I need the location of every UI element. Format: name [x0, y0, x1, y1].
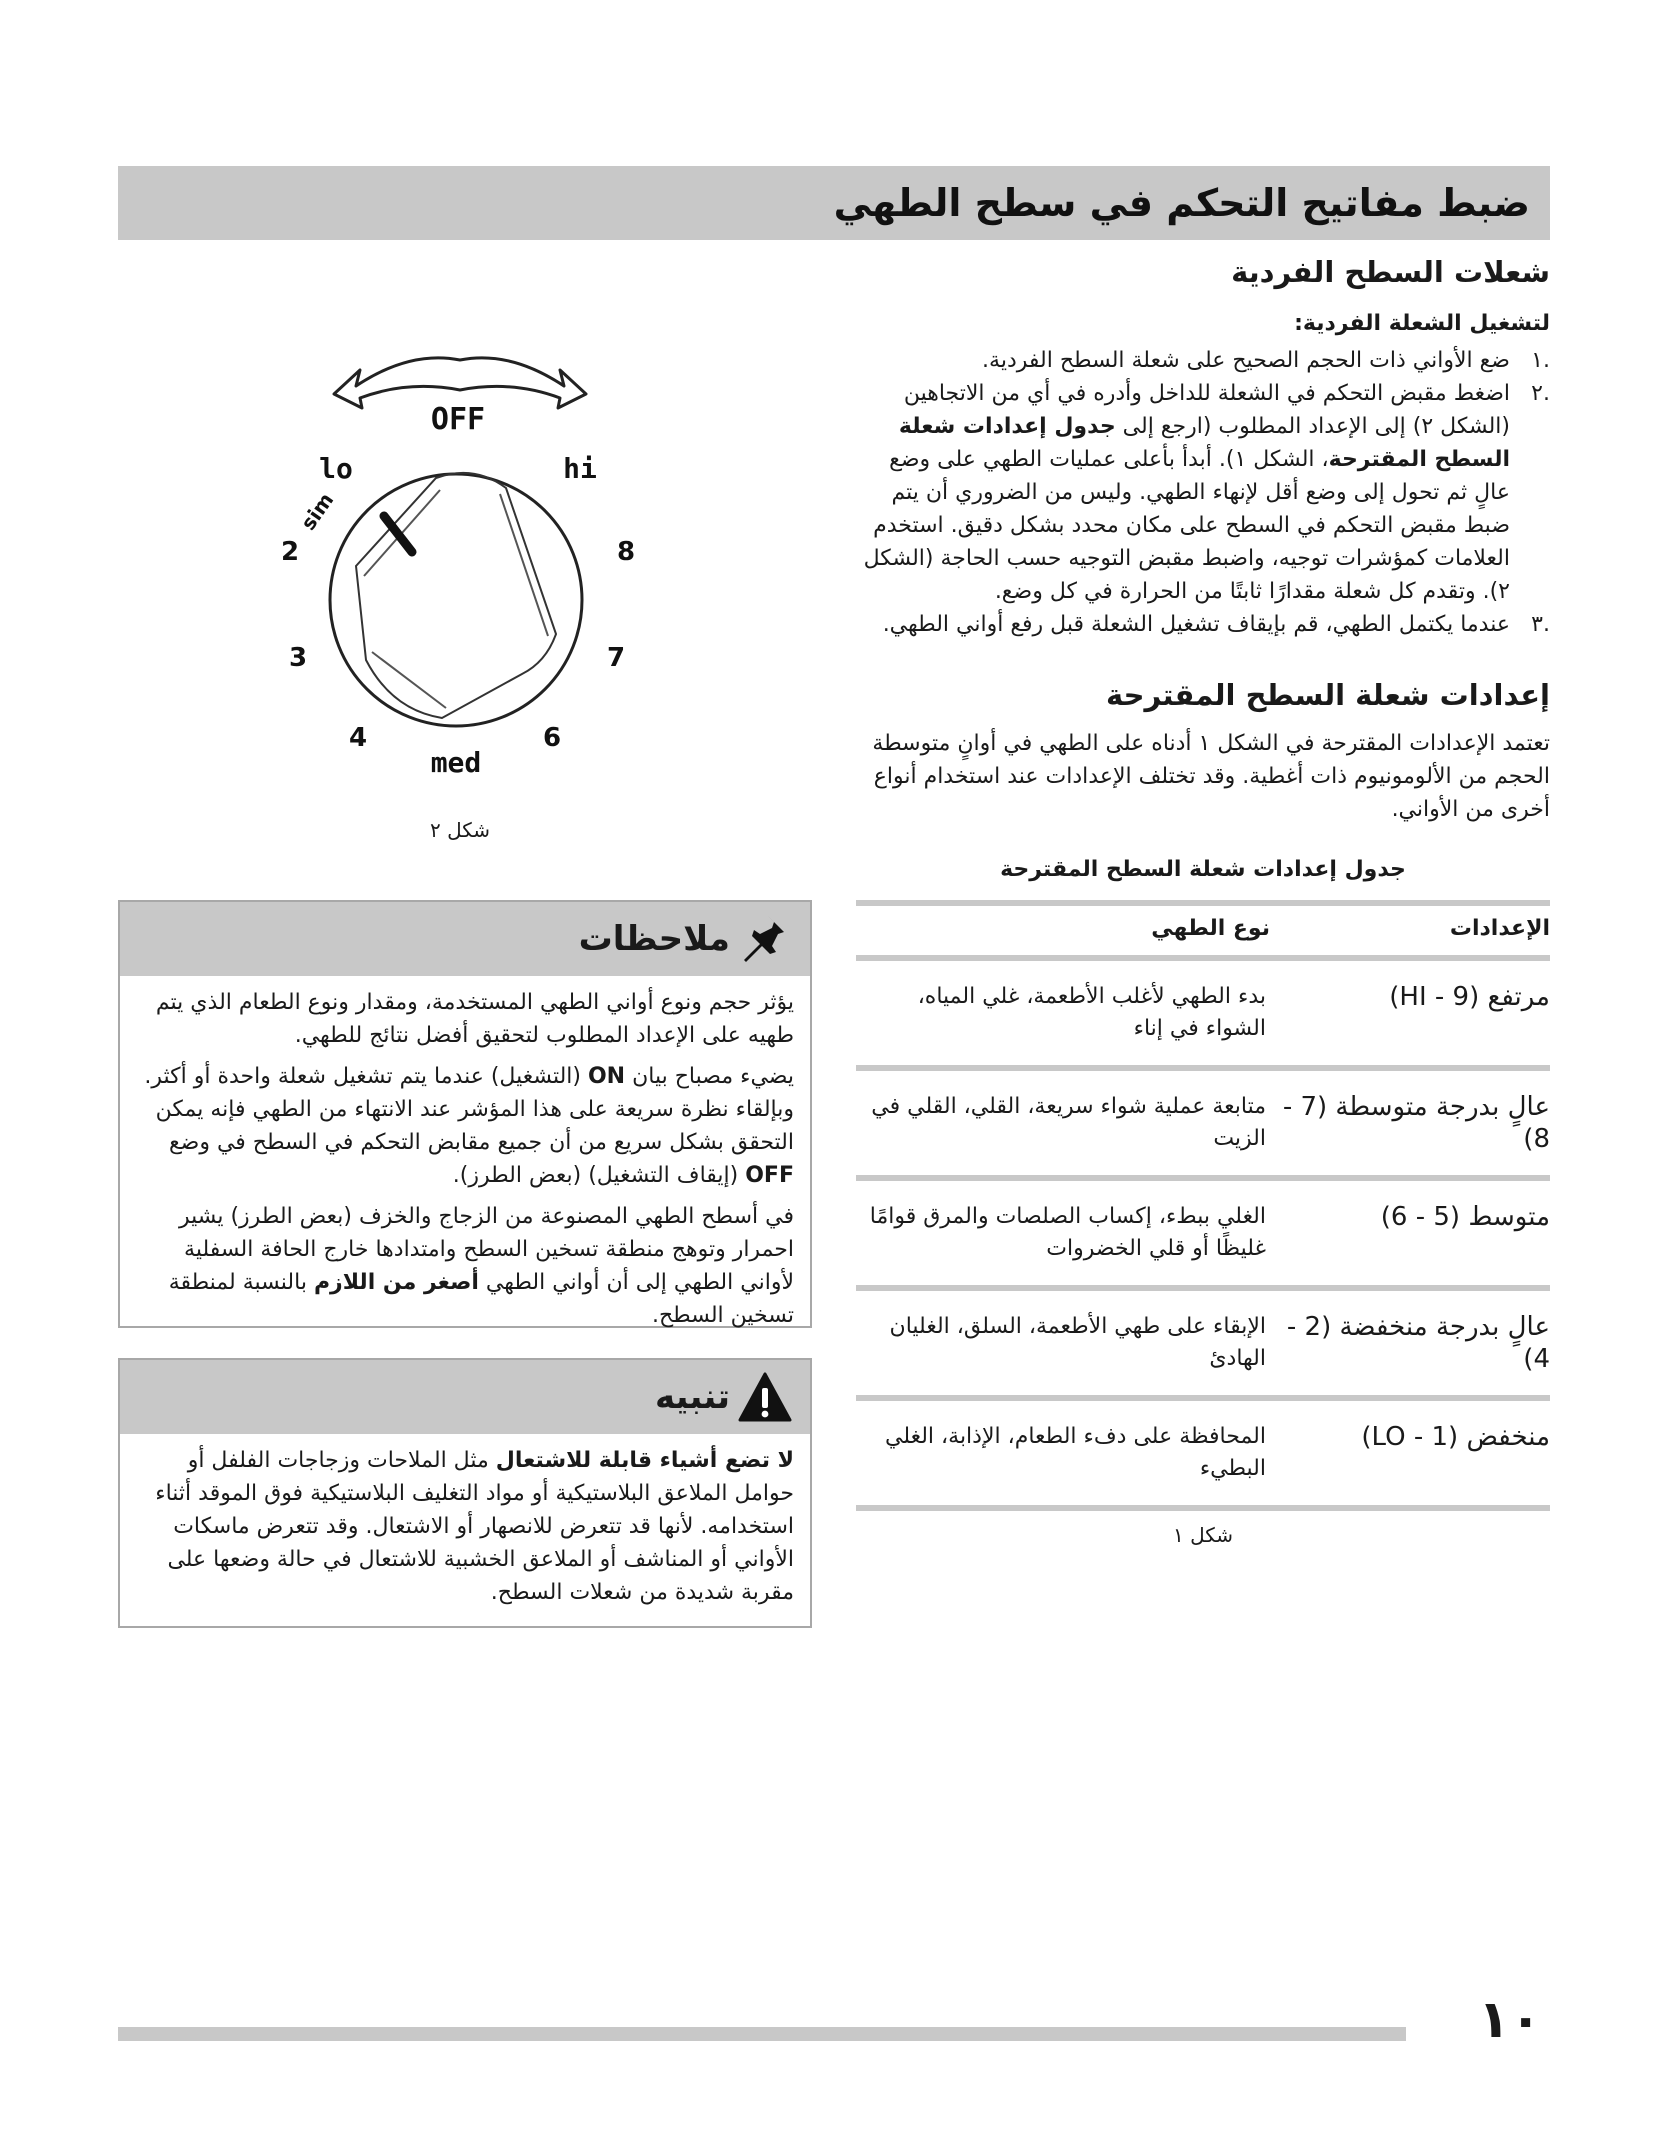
notes-header: [120, 902, 810, 976]
caution-title: تنبيه: [654, 1377, 730, 1417]
caution-body: [120, 1434, 810, 1631]
setting-4-label: 4: [348, 723, 368, 753]
step-item: .١ ضع الأواني ذات الحجم الصحيح على شعلة السطح الفردية.: [982, 348, 1550, 373]
table-row: منخفض (LO - 1) المحافظة على دفء الطعام، الإذابة، الغلي البطيء: [856, 1398, 1550, 1508]
med-label: med: [430, 746, 482, 779]
notes-body: [120, 976, 810, 1354]
setting-8-label: 8: [616, 537, 636, 567]
note-paragraph: في أسطح الطهي المصنوعة من الزجاج والخزف (بعض الطرز) يشير احمرار وتوهج منطقة تسخين السطح وامتدادها خارج الحافة السفلية لأواني الطهي إلى أن أواني الطهي أصغر من اللازم بالنسبة لمنطقة تسخين السطح.: [168, 1204, 794, 1328]
suggested-heading: إعدادات شعلة السطح المقترحة: [1105, 678, 1550, 712]
table-row: عالٍ بدرجة متوسطة (7 - 8) متابعة عملية شواء سريعة، القلي، القلي في الزيت: [856, 1068, 1550, 1178]
note-paragraph: يضيء مصباح بيان ON (التشغيل) عندما يتم تشغيل شعلة واحدة أو أكثر. وبإلقاء نظرة سريعة على هذا المؤشر عند الانتهاء من الطهي فإنه يمكن التحقق بشكل سريع من أن جميع مقابض التحكم في السطح في وضع OFF (إيقاف التشغيل) (بعض الطرز).: [144, 1064, 794, 1188]
notes-box: [118, 900, 812, 1328]
lo-label: lo: [319, 452, 353, 485]
notes-title: ملاحظات: [578, 919, 730, 959]
warning-triangle-icon: [738, 1370, 792, 1424]
hi-label: hi: [563, 452, 597, 485]
title-banner: [118, 166, 1550, 240]
page-title: ضبط مفاتيح التحكم في سطح الطهي: [833, 181, 1530, 225]
table-reference: جدول إعدادات شعلة السطح المقترحة: [898, 414, 1510, 472]
step-item: .٣ عندما يكتمل الطهي، قم بإيقاف تشغيل الشعلة قبل رفع أواني الطهي.: [882, 612, 1550, 637]
section-heading: شعلات السطح الفردية: [1231, 255, 1550, 289]
pushpin-icon: [738, 912, 792, 966]
note-paragraph: يؤثر حجم ونوع أواني الطهي المستخدمة، ومقدار ونوع الطعام الذي يتم طهيه على الإعداد المطلوب لتحقيق أفضل نتائج للطهي.: [155, 990, 794, 1048]
table-header: الإعدادات: [1270, 903, 1550, 958]
step-item: .٢ اضغط مقبض التحكم في الشعلة للداخل وأدره في أي من الاتجاهين (الشكل ٢) إلى الإعداد المطلوب (ارجع إلى جدول إعدادات شعلة السطح المقترحة، الشكل ١). أبدأ بأعلى عمليات الطهي على وضع عالٍ ثم تحول إلى وضع أقل لإنهاء الطهي. وليس من الضروري أن يتم ضبط مقبض التحكم في السطح على مكان محدد بشكل دقيق. استخدم العلامات كمؤشرات توجيه، واضبط مقبض التوجيه حسب الحاجة (الشكل ٢). وتقدم كل شعلة مقدارًا ثابتًا من الحرارة في كل وضع.: [863, 381, 1550, 604]
caution-box: [118, 1358, 812, 1628]
table-title: جدول إعدادات شعلة السطح المقترحة: [1000, 857, 1406, 882]
caution-paragraph: لا تضع أشياء قابلة للاشتعال مثل الملاحات وزجاجات الفلفل أو حوامل الملاعق البلاستيكية أو مواد التغليف البلاستيكية فوق الموقد أثناء استخدامه. لأنها قد تتعرض للانصهار أو الاشتعال. وقد تتعرض ماسكات الأواني أو المناشف أو الملاعق الخشبية للاشتعال في حالة وضعها على مقربة شديدة من شعلات السطح.: [155, 1448, 794, 1605]
instructions-column: [856, 246, 1550, 1547]
steps-list: [856, 344, 1550, 641]
operate-heading: لتشغيل الشعلة الفردية:: [1294, 311, 1550, 336]
table-row: متوسط (5 - 6) الغلي ببطء، إكساب الصلصات والمرق قوامًا غليظًا أو قلي الخضروات: [856, 1178, 1550, 1288]
table-row: عالٍ بدرجة منخفضة (2 - 4) الإبقاء على طهي الأطعمة، السلق، الغليان الهادئ: [856, 1288, 1550, 1398]
setting-6-label: 6: [542, 723, 562, 753]
setting-3-label: 3: [288, 643, 308, 673]
dial-caption: شكل ٢: [430, 818, 491, 842]
footer-bar: [118, 2027, 1406, 2041]
page-number: ١٠: [1478, 1990, 1542, 2050]
table-header: نوع الطهي: [856, 903, 1270, 958]
setting-2-label: 2: [280, 537, 300, 567]
table-row: مرتفع (HI - 9) بدء الطهي لأغلب الأطعمة، غلي المياه، الشواء في إناء: [856, 958, 1550, 1068]
caution-header: [120, 1360, 810, 1434]
table-caption: شكل ١: [1172, 1523, 1234, 1547]
settings-table: [856, 900, 1550, 1511]
suggested-paragraph: تعتمد الإعدادات المقترحة في الشكل ١ أدناه على الطهي في أوانٍ متوسطة الحجم من الألومونيوم ذات أغطية. وقد تختلف الإعدادات عند استخدام أنواع أخرى من الأواني.: [872, 731, 1550, 822]
setting-7-label: 7: [606, 643, 626, 673]
off-label: OFF: [430, 402, 486, 437]
sim-label: sim: [295, 488, 339, 535]
control-knob-diagram: [260, 330, 700, 850]
rotation-arrow-icon: [334, 358, 586, 408]
